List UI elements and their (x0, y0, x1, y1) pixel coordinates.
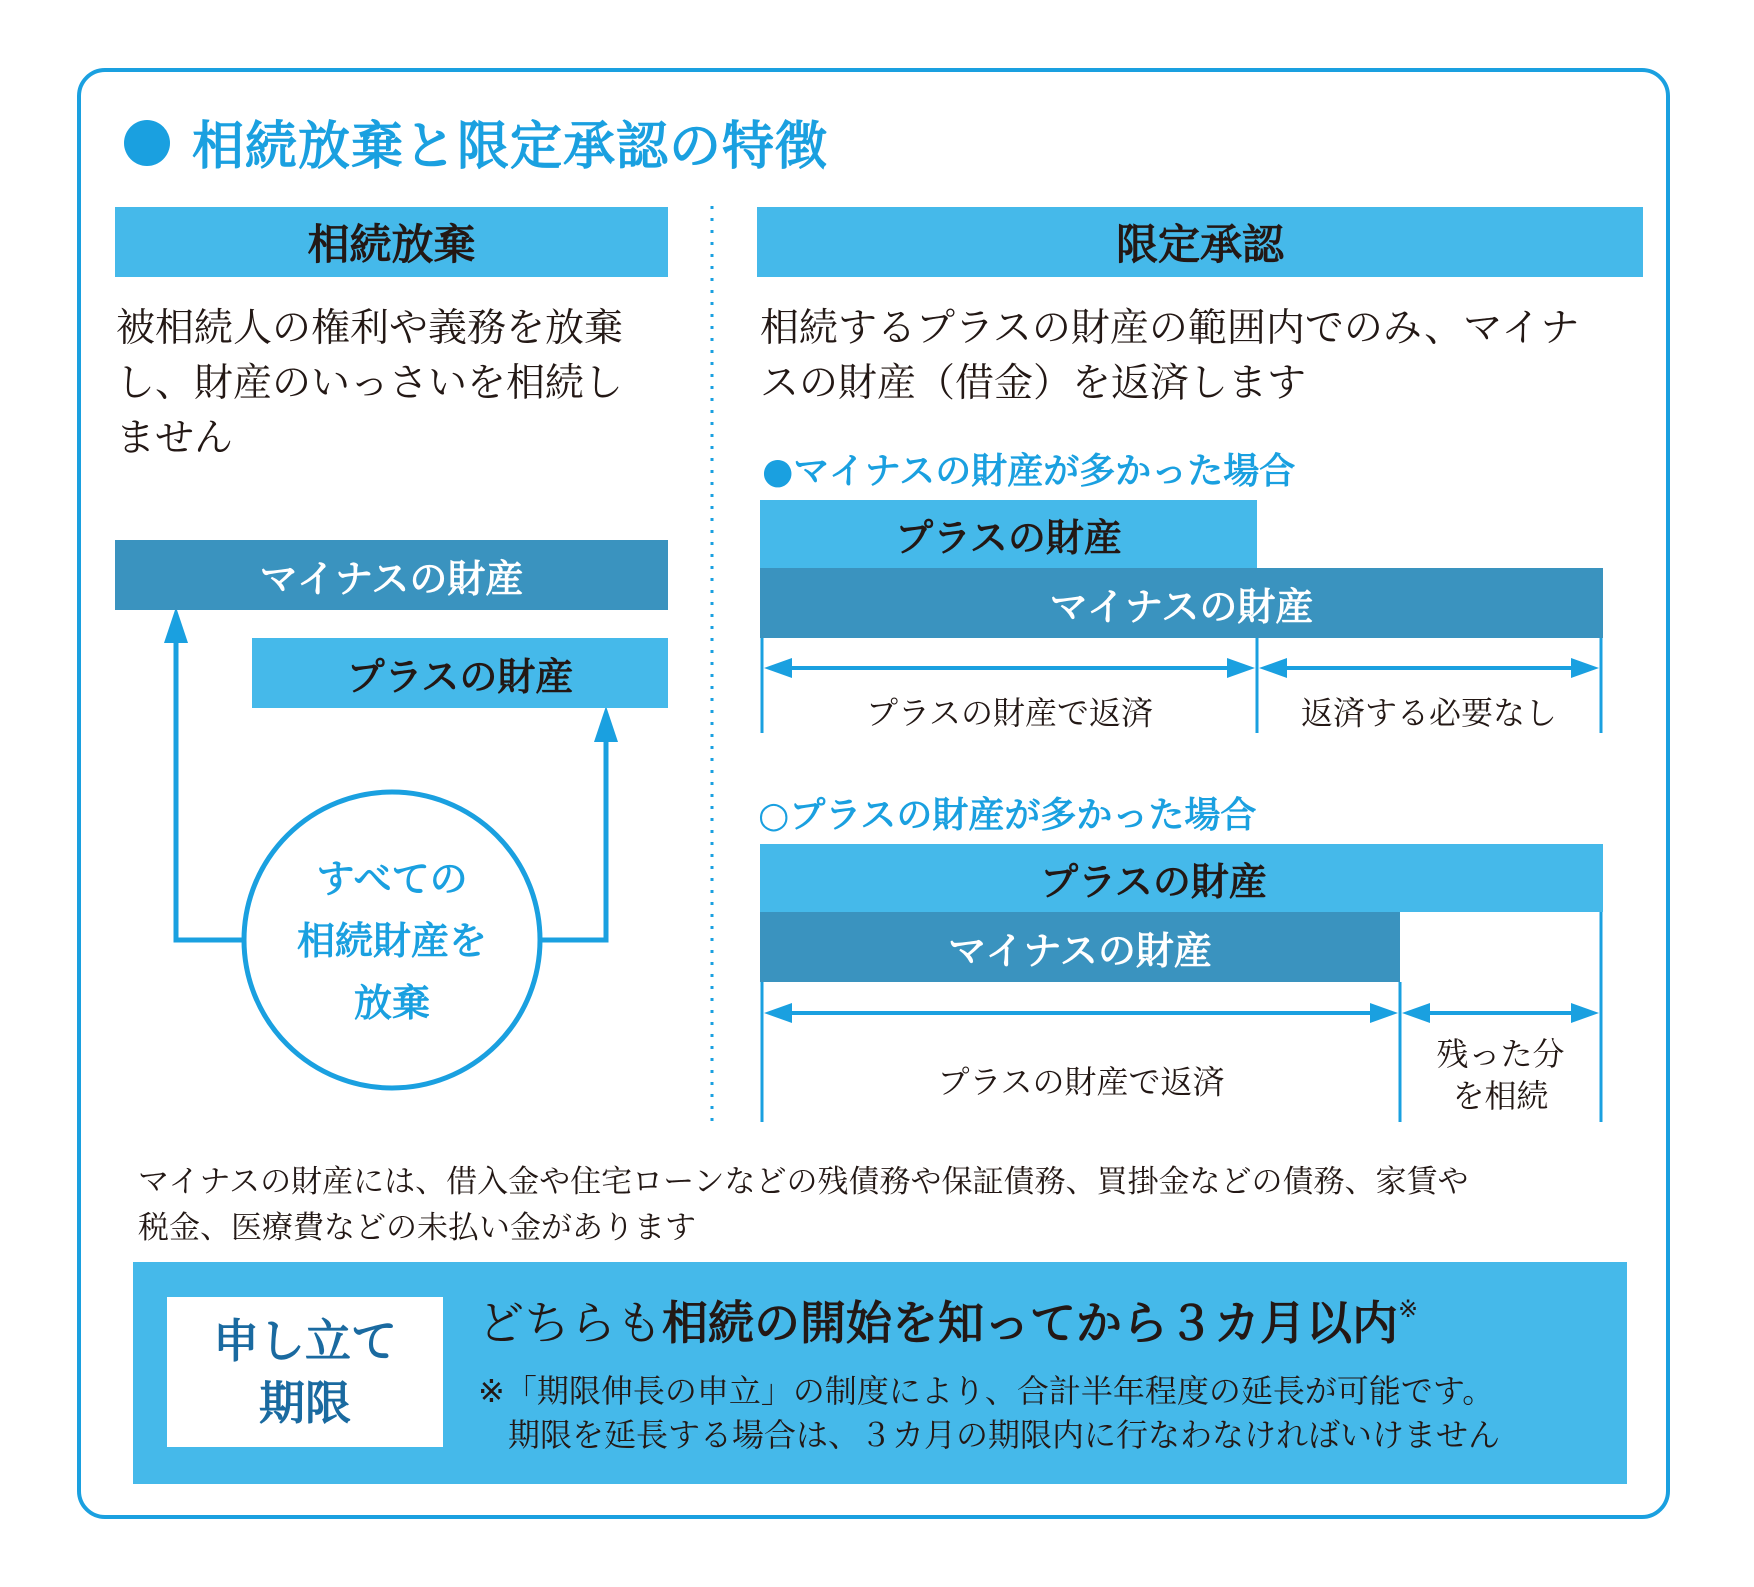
case1-label-right: 返済する必要なし (1300, 694, 1557, 732)
arrow-up-icon-right (594, 706, 618, 742)
right-description-line: 相続するプラスの財産の範囲内でのみ、マイナ (760, 306, 1580, 351)
left-minus-bar: マイナスの財産 (115, 540, 668, 610)
case1-arrowhead (1259, 658, 1287, 678)
case2-arrowhead (1571, 1003, 1599, 1023)
case1-arrowhead (764, 658, 792, 678)
right-header: 限定承認 (757, 207, 1643, 277)
left-description-line: 被相続人の権利や義務を放棄 (116, 306, 624, 351)
case1-plus-bar: プラスの財産 (760, 500, 1257, 568)
circle-label (252, 848, 532, 1034)
case2-plus-bar-label: プラスの財産 (1040, 859, 1267, 904)
footnote-line: 税金、医療費などの未払い金があります (138, 1210, 696, 1246)
case2-arrowhead (764, 1003, 792, 1023)
case2-label-right-line: 残った分 (1436, 1035, 1565, 1073)
deadline-label-line: 期限 (259, 1376, 351, 1430)
deadline-main-prefix: どちらも (478, 1296, 662, 1350)
arrow-to-plus (540, 726, 606, 940)
deadline-note-2: 期限を延長する場合は、３カ月の期限内に行なわなければいけません (508, 1416, 1501, 1454)
left-description (116, 301, 623, 466)
deadline-label (167, 1297, 443, 1447)
case2-label-right-line: を相続 (1452, 1077, 1549, 1115)
case2-minus-bar: マイナスの財産 (760, 912, 1400, 982)
circle-label-line: すべての (316, 857, 468, 901)
left-description-line: し、財産のいっさいを相続し (116, 361, 624, 406)
circle-label-line: 放棄 (353, 981, 430, 1025)
left-description-line: ません (116, 416, 234, 461)
case1-arrowhead (1571, 658, 1599, 678)
arrow-up-icon-left (164, 607, 188, 643)
footnote-line: マイナスの財産には、借入金や住宅ローンなどの残債務や保証債務、買掛金などの債務、家賃や (138, 1164, 1469, 1200)
deadline-main-text (478, 1287, 1418, 1353)
deadline-main-mark: ※ (1398, 1295, 1419, 1323)
right-description (760, 301, 1579, 411)
case2-arrowhead (1402, 1003, 1430, 1023)
case1-label-left: プラスの財産で返済 (865, 694, 1154, 732)
page-title: 相続放棄と限定承認の特徴 (192, 117, 829, 177)
deadline-note-1: ※「期限伸長の申立」の制度により、合計半年程度の延長が可能です。 (478, 1372, 1495, 1410)
left-plus-bar: プラスの財産 (252, 638, 668, 708)
case1-title: ●マイナスの財産が多かった場合 (762, 451, 1296, 492)
case2-arrowhead (1370, 1003, 1398, 1023)
case2-plus-bar (760, 844, 1603, 912)
case2-title: ○プラスの財産が多かった場合 (758, 795, 1257, 836)
footnote (138, 1159, 1469, 1251)
case2-label-left: プラスの財産で返済 (937, 1063, 1225, 1101)
deadline-main-bold: 相続の開始を知ってから３カ月以内 (662, 1296, 1398, 1350)
right-description-line: スの財産（借金）を返済します (760, 361, 1307, 406)
case2-label-right (1400, 1033, 1601, 1117)
deadline-label-line: 申し立て (213, 1314, 397, 1368)
case1-minus-bar: マイナスの財産 (760, 568, 1603, 638)
circle-label-line: 相続財産を (296, 919, 487, 963)
case1-arrowhead (1227, 658, 1255, 678)
arrow-to-minus (176, 627, 244, 940)
left-header: 相続放棄 (115, 207, 668, 277)
